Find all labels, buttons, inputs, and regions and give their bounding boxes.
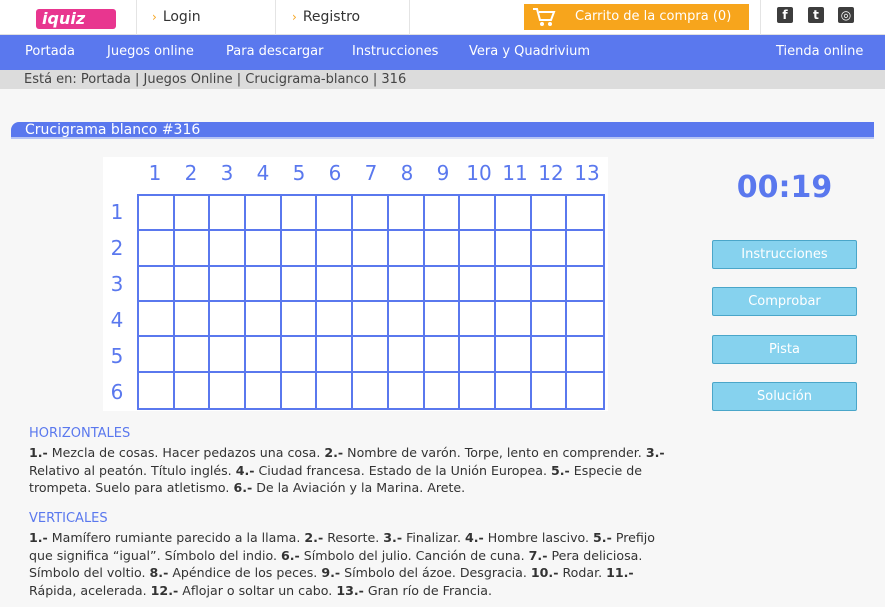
- crossword-cell[interactable]: [353, 196, 389, 231]
- timer: 00:19: [736, 170, 833, 205]
- register-link[interactable]: [292, 0, 360, 35]
- clue-text: Pera deliciosa. Símbolo del voltio.: [29, 547, 643, 581]
- crossword-cell[interactable]: [175, 337, 211, 372]
- clue-text: Nombre de varón. Torpe, lento en comprender.: [347, 445, 642, 460]
- crossword-cell[interactable]: [139, 231, 175, 266]
- crossword-cell[interactable]: [139, 302, 175, 337]
- crossword-cell[interactable]: [210, 302, 246, 337]
- check-button[interactable]: Comprobar: [712, 287, 857, 316]
- column-number: 13: [574, 161, 600, 185]
- crossword-cell[interactable]: [139, 196, 175, 231]
- clue-number: 7.-: [528, 547, 548, 563]
- crossword-cell[interactable]: [496, 267, 532, 302]
- clue-text: De la Aviación y la Marina. Arete.: [256, 480, 466, 496]
- crossword-cell[interactable]: [210, 337, 246, 372]
- crossword-cell[interactable]: [282, 231, 318, 266]
- crossword-cell[interactable]: [317, 196, 353, 231]
- column-number: 10: [466, 161, 492, 185]
- crossword-cell[interactable]: [532, 373, 568, 408]
- crossword-cell[interactable]: [317, 373, 353, 408]
- clue-number: 5.-: [593, 530, 612, 545]
- crossword-cell[interactable]: [246, 196, 282, 231]
- clue-text: Resorte.: [327, 530, 380, 545]
- cart-button[interactable]: [524, 4, 749, 30]
- crossword-cell[interactable]: [389, 231, 425, 266]
- nav-item-vera-quadrivium[interactable]: Vera y Quadrivium: [469, 44, 591, 59]
- clue-text: Prefijo que significa “igual”. Símbolo del indio.: [29, 530, 656, 563]
- clue-number: 11.-: [606, 565, 634, 581]
- clue-number: 3.-: [383, 530, 403, 545]
- crossword-cell[interactable]: [532, 302, 568, 337]
- clue-number: 12.-: [150, 582, 179, 598]
- clue-number: 3.-: [645, 445, 665, 460]
- crossword-cell[interactable]: [353, 337, 389, 372]
- crossword-cell[interactable]: [567, 231, 603, 266]
- horizontal-clues: [29, 444, 669, 497]
- divider: [409, 0, 410, 35]
- breadcrumb: Está en: Portada | Juegos Online | Crucigrama-blanco | 316: [0, 70, 885, 89]
- clue-number: 8.-: [149, 565, 169, 581]
- divider: [136, 0, 137, 35]
- clue-text: Aflojar o soltar un cabo.: [182, 582, 333, 598]
- top-bar: [0, 0, 885, 35]
- crossword-cell[interactable]: [389, 196, 425, 231]
- crossword-cell[interactable]: [389, 337, 425, 372]
- crossword-cell[interactable]: [567, 196, 603, 231]
- clue-number: 4.-: [235, 462, 255, 478]
- clue-number: 1.-: [29, 445, 48, 460]
- crossword-cell[interactable]: [425, 337, 461, 372]
- column-number: 5: [292, 161, 306, 185]
- column-number: 8: [400, 161, 414, 185]
- main-nav: [0, 35, 885, 70]
- crossword-cell[interactable]: [353, 231, 389, 266]
- column-number: 6: [328, 161, 342, 185]
- crossword-cell[interactable]: [567, 337, 603, 372]
- solution-button[interactable]: Solución: [712, 382, 857, 411]
- clue-number: 6.-: [280, 547, 300, 563]
- instructions-button[interactable]: Instrucciones: [712, 240, 857, 269]
- chevron-right-icon: ›: [152, 10, 157, 24]
- clue-number: 4.-: [465, 530, 484, 545]
- crossword-cell[interactable]: [353, 302, 389, 337]
- crossword-cell[interactable]: [532, 337, 568, 372]
- logo-text: iquiz: [36, 9, 116, 29]
- crossword-cell[interactable]: [175, 373, 211, 408]
- divider: [275, 0, 276, 35]
- crossword-cell[interactable]: [567, 373, 603, 408]
- clue-text: Símbolo del ázoe. Desgracia.: [344, 565, 527, 581]
- divider: [760, 0, 761, 35]
- clue-text: Hombre lascivo.: [487, 530, 590, 545]
- crossword-cell[interactable]: [460, 267, 496, 302]
- crossword-cell[interactable]: [567, 267, 603, 302]
- crossword-cell[interactable]: [282, 337, 318, 372]
- instagram-icon[interactable]: ◎: [838, 7, 854, 23]
- crossword-cell[interactable]: [175, 196, 211, 231]
- clue-text: Símbolo del julio. Canción de cuna.: [303, 547, 525, 563]
- horizontal-clues-heading: HORIZONTALES: [29, 426, 131, 441]
- crossword-cell[interactable]: [425, 196, 461, 231]
- column-number: 9: [436, 161, 450, 185]
- crossword-cell[interactable]: [210, 373, 246, 408]
- crossword-cell[interactable]: [353, 373, 389, 408]
- crossword-cell[interactable]: [496, 373, 532, 408]
- clue-number: 5.-: [551, 462, 570, 478]
- nav-item-juegos-online[interactable]: Juegos online: [107, 44, 194, 59]
- crossword-cell[interactable]: [532, 231, 568, 266]
- crossword-cell[interactable]: [353, 267, 389, 302]
- crossword-cell[interactable]: [389, 373, 425, 408]
- crossword-cell[interactable]: [567, 302, 603, 337]
- crossword-cell[interactable]: [139, 373, 175, 408]
- crossword-cell[interactable]: [210, 196, 246, 231]
- vertical-clues: [29, 529, 669, 599]
- crossword-cell[interactable]: [317, 231, 353, 266]
- crossword-cell[interactable]: [282, 373, 318, 408]
- clue-text: Ciudad francesa. Estado de la Unión Europea.: [258, 462, 547, 478]
- clue-text: Relativo al peatón. Título inglés.: [29, 462, 232, 478]
- row-number: 3: [110, 272, 124, 296]
- clue-text: Rodar.: [562, 565, 603, 581]
- column-number: 7: [364, 161, 378, 185]
- crossword-cell[interactable]: [210, 231, 246, 266]
- column-number: 12: [538, 161, 564, 185]
- clue-number: 10.-: [530, 565, 559, 581]
- login-link[interactable]: [152, 0, 201, 35]
- column-number: 3: [220, 161, 234, 185]
- crossword-cell[interactable]: [425, 373, 461, 408]
- crossword-cell[interactable]: [425, 302, 461, 337]
- crossword-cell[interactable]: [460, 231, 496, 266]
- cart-label: Carrito de la compra (0): [575, 9, 732, 24]
- crossword-cell[interactable]: [496, 337, 532, 372]
- crossword-cell[interactable]: [496, 302, 532, 337]
- clue-text: Gran río de Francia.: [367, 582, 492, 598]
- crossword-cell[interactable]: [246, 373, 282, 408]
- facebook-icon[interactable]: f: [777, 7, 793, 23]
- crossword-cell[interactable]: [175, 302, 211, 337]
- shopping-cart-icon: [532, 6, 556, 28]
- clue-number: 6.-: [233, 480, 253, 496]
- row-number: 4: [110, 308, 124, 332]
- crossword-cell[interactable]: [139, 267, 175, 302]
- nav-item-tienda-online[interactable]: Tienda online: [776, 44, 864, 59]
- clue-number: 2.-: [304, 530, 324, 545]
- clue-number: 13.-: [336, 582, 364, 598]
- clue-number: 9.-: [321, 565, 341, 581]
- column-number: 1: [148, 161, 162, 185]
- crossword-cell[interactable]: [210, 267, 246, 302]
- row-number: 5: [110, 344, 124, 368]
- crossword-cell[interactable]: [496, 231, 532, 266]
- crossword-cell[interactable]: [317, 337, 353, 372]
- vertical-clues-heading: VERTICALES: [29, 511, 108, 526]
- nav-item-instrucciones[interactable]: Instrucciones: [352, 44, 439, 59]
- crossword-cell[interactable]: [246, 231, 282, 266]
- clue-text: Apéndice de los peces.: [172, 565, 318, 581]
- hint-button[interactable]: Pista: [712, 335, 857, 364]
- clue-text: Rápida, acelerada.: [29, 582, 147, 598]
- crossword-cell[interactable]: [282, 196, 318, 231]
- crossword-cell[interactable]: [389, 267, 425, 302]
- chevron-right-icon: ›: [292, 10, 297, 24]
- crossword-cell[interactable]: [246, 267, 282, 302]
- crossword-cell[interactable]: [496, 196, 532, 231]
- clue-number: 1.-: [29, 530, 48, 545]
- crossword-cell[interactable]: [532, 267, 568, 302]
- crossword-cell[interactable]: [175, 267, 211, 302]
- login-label: Login: [162, 9, 201, 25]
- crossword-cell[interactable]: [425, 267, 461, 302]
- twitter-icon[interactable]: t: [808, 7, 824, 23]
- crossword-cell[interactable]: [317, 267, 353, 302]
- clue-text: Mamífero rumiante parecido a la llama.: [51, 530, 301, 545]
- clue-text: Especie de trompeta. Suelo para atletismo.: [29, 462, 642, 496]
- register-label: Registro: [302, 9, 361, 25]
- site-logo[interactable]: [20, 6, 116, 30]
- column-number: 11: [502, 161, 528, 185]
- row-number: 2: [110, 236, 124, 260]
- nav-item-para-descargar[interactable]: Para descargar: [226, 44, 324, 59]
- clue-text: Mezcla de cosas. Hacer pedazos una cosa.: [51, 445, 321, 460]
- row-number: 1: [110, 200, 124, 224]
- crossword-cell[interactable]: [460, 302, 496, 337]
- crossword-cell[interactable]: [460, 337, 496, 372]
- crossword-cell[interactable]: [460, 373, 496, 408]
- crossword-cell[interactable]: [139, 337, 175, 372]
- crossword-cell[interactable]: [425, 231, 461, 266]
- row-number: 6: [110, 380, 124, 404]
- crossword-cell[interactable]: [532, 196, 568, 231]
- crossword-cell[interactable]: [246, 337, 282, 372]
- crossword-cell[interactable]: [246, 302, 282, 337]
- crossword-cell[interactable]: [282, 302, 318, 337]
- crossword-cell[interactable]: [317, 302, 353, 337]
- crossword-grid: [137, 194, 605, 410]
- crossword-cell[interactable]: [389, 302, 425, 337]
- column-number: 4: [256, 161, 270, 185]
- crossword-cell[interactable]: [175, 231, 211, 266]
- clue-text: Finalizar.: [406, 530, 461, 545]
- clue-number: 2.-: [324, 445, 344, 460]
- column-number: 2: [184, 161, 198, 185]
- page-title: Crucigrama blanco #316: [11, 122, 874, 139]
- nav-item-portada[interactable]: Portada: [25, 44, 75, 59]
- crossword-cell[interactable]: [282, 267, 318, 302]
- crossword-cell[interactable]: [460, 196, 496, 231]
